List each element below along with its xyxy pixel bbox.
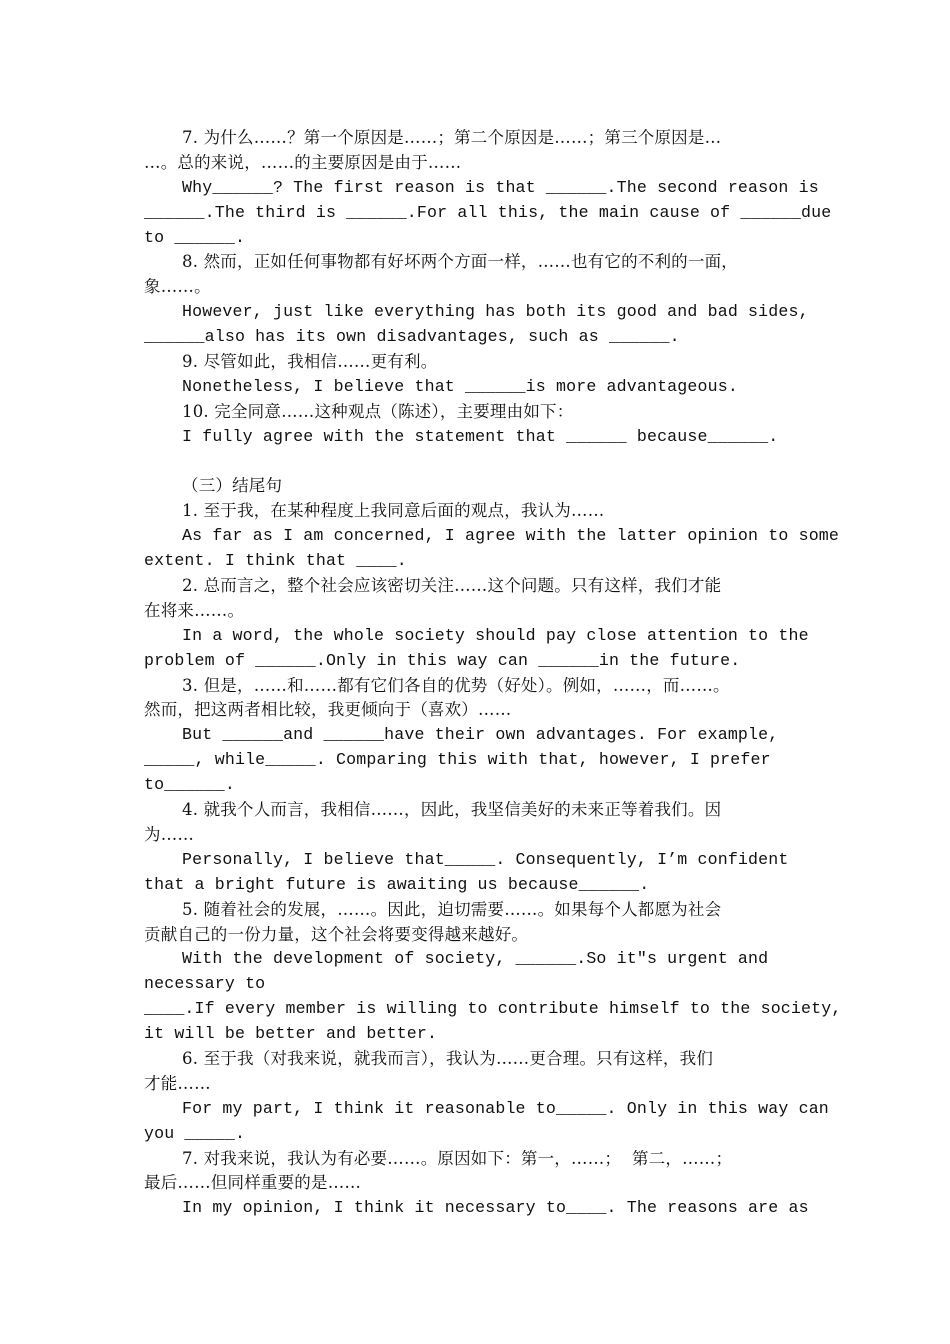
item-9-chinese-line-1: 9. 尽管如此，我相信……更有利。: [182, 352, 438, 372]
item-10-english-line-1: I fully agree with the statement that ______ because______.: [182, 426, 779, 446]
closing-6-chinese-line-1: 6. 至于我（对我来说，就我而言），我认为……更合理。只有这样，我们: [182, 1048, 714, 1068]
item-10-chinese-line-1: 10. 完全同意……这种观点（陈述），主要理由如下：: [182, 401, 574, 421]
closing-6-chinese-line-2: 才能……: [144, 1073, 211, 1093]
closing-6-english-line-1: For my part, I think it reasonable to_____. Only in this way can: [182, 1098, 829, 1118]
closing-4-english-line-2: that a bright future is awaiting us because______.: [144, 874, 650, 894]
closing-3-english-line-3: to______.: [144, 775, 235, 795]
closing-3-english-line-2: _____, while_____. Comparing this with that, however, I prefer: [144, 750, 771, 770]
closing-1-english-line-1: As far as I am concerned, I agree with the latter opinion to some: [182, 526, 840, 546]
closing-6-english-line-2: you _____.: [144, 1123, 246, 1143]
closing-3-chinese-line-2: 然而，把这两者相比较，我更倾向于（喜欢）……: [144, 700, 512, 720]
section-heading: （三）结尾句: [182, 476, 283, 496]
closing-7-english-line-1: In my opinion, I think it necessary to____. The reasons are as: [182, 1198, 809, 1218]
item-7-chinese-line-2: …。总的来说，……的主要原因是由于……: [144, 152, 462, 172]
closing-3-chinese-line-1: 3. 但是，……和……都有它们各自的优势（好处）。例如，……，而……。: [182, 675, 730, 695]
item-8-chinese-line-1: 8. 然而，正如任何事物都有好坏两个方面一样，……也有它的不利的一面，: [182, 252, 738, 272]
closing-2-chinese-line-2: 在将来……。: [144, 600, 245, 620]
closing-5-english-line-2: necessary to: [144, 974, 266, 994]
closing-4-chinese-line-2: 为……: [144, 824, 195, 844]
closing-7-chinese-line-1: 7. 对我来说，我认为有必要……。原因如下：第一，……； 第二，……；: [182, 1148, 733, 1168]
closing-2-english-line-2: problem of ______.Only in this way can ______in the future.: [144, 650, 741, 670]
closing-5-chinese-line-1: 5. 随着社会的发展，……。因此，迫切需要……。如果每个人都愿为社会: [182, 899, 722, 919]
item-7-english-line-3: to ______.: [144, 227, 246, 247]
closing-1-chinese-line-1: 1. 至于我，在某种程度上我同意后面的观点，我认为……: [182, 501, 605, 521]
closing-5-english-line-3: ____.If every member is willing to contribute himself to the society,: [144, 999, 842, 1019]
item-8-english-line-1: However, just like everything has both its good and bad sides,: [182, 302, 809, 322]
closing-4-chinese-line-1: 4. 就我个人而言，我相信……，因此，我坚信美好的未来正等着我们。因: [182, 800, 722, 820]
closing-1-english-line-2: extent. I think that ____.: [144, 551, 407, 571]
closing-2-chinese-line-1: 2. 总而言之，整个社会应该密切关注……这个问题。只有这样，我们才能: [182, 576, 722, 596]
item-9-english-line-1: Nonetheless, I believe that ______is more advantageous.: [182, 376, 738, 396]
item-7-english-line-2: ______.The third is ______.For all this, the main cause of ______due: [144, 202, 832, 222]
closing-4-english-line-1: Personally, I believe that_____. Consequently, I’m confident: [182, 849, 789, 869]
closing-5-english-line-4: it will be better and better.: [144, 1024, 438, 1044]
closing-7-chinese-line-2: 最后……但同样重要的是……: [144, 1173, 362, 1193]
item-8-english-line-2: ______also has its own disadvantages, such as ______.: [144, 327, 680, 347]
closing-3-english-line-1: But ______and ______have their own advantages. For example,: [182, 725, 779, 745]
item-7-chinese-line-1: 7. 为什么……？第一个原因是……；第二个原因是……；第三个原因是…: [182, 128, 722, 147]
document-body: [144, 126, 842, 1221]
blank-line: [144, 450, 814, 475]
item-8-chinese-line-2: 象……。: [144, 277, 211, 297]
closing-5-english-line-1: With the development of society, ______.So it"s urgent and: [182, 949, 769, 969]
item-7-english-line-1: Why______? The first reason is that ______.The second reason is: [182, 177, 819, 197]
closing-2-english-line-1: In a word, the whole society should pay close attention to the: [182, 625, 809, 645]
closing-5-chinese-line-2: 贡献自己的一份力量，这个社会将要变得越来越好。: [144, 924, 529, 944]
